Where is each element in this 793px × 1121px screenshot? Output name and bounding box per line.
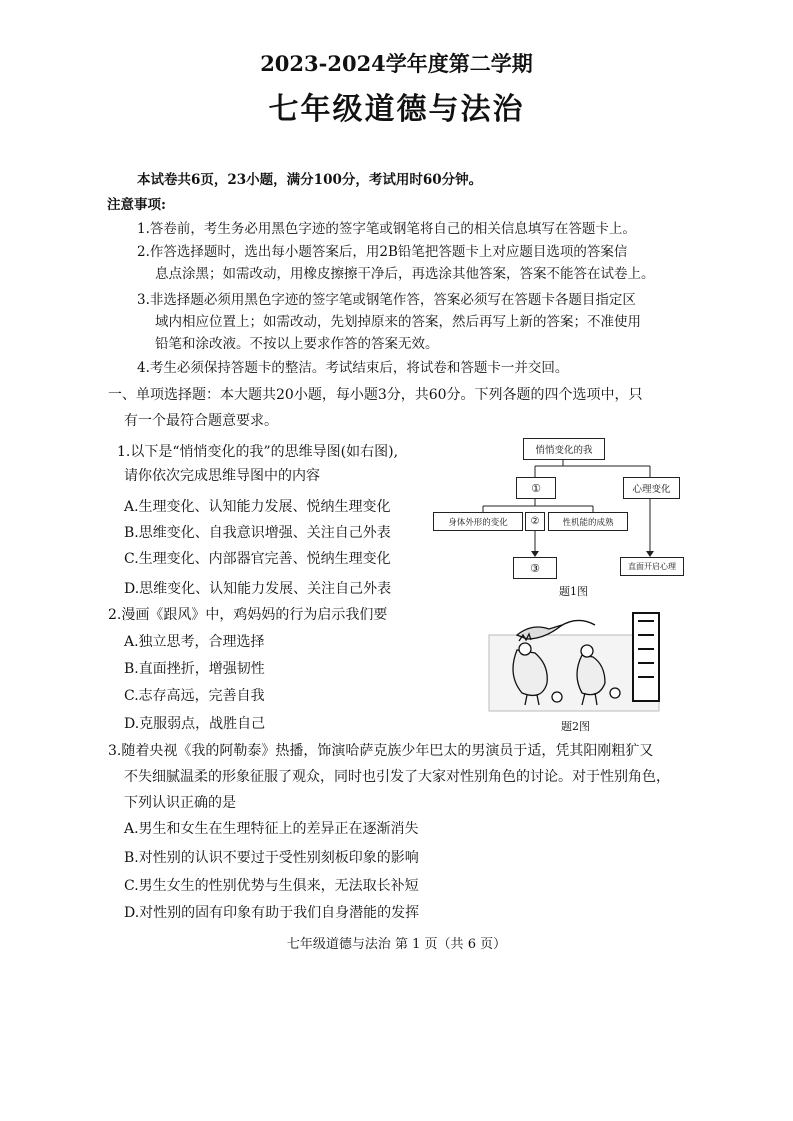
q1-option-c: C.生理变化、内部器官完善、悦纳生理变化: [124, 551, 391, 567]
q1-stem-cont: 请你依次完成思维导图中的内容: [124, 468, 320, 484]
section-heading: 一、单项选择题：本大题共20小题，每小题3分，共60分。下列各题的四个选项中，只: [108, 387, 643, 403]
notes-heading: 注意事项:: [107, 197, 166, 213]
q1-stem: 1.以下是“悄悄变化的我”的思维导图(如右图),: [117, 444, 399, 460]
q2-option-a: A.独立思考，合理选择: [124, 634, 265, 650]
notes-line: 息点涂黑；如需改动，用橡皮擦擦干净后，再选涂其他答案，答案不能答在试卷上。: [155, 266, 655, 282]
q3-stem: 3.随着央视《我的阿勒泰》热播，饰演哈萨克族少年巴太的男演员于适，凭其阳刚粗犷又: [108, 743, 654, 759]
mind-map-blank-1: ①: [516, 477, 556, 499]
cartoon-figure: [487, 605, 662, 715]
q1-option-d: D.思维变化、认知能力发展、关注自己外表: [124, 581, 392, 597]
notes-line: 1.答卷前，考生务必用黑色字迹的签字笔或钢笔将自己的相关信息填写在答题卡上。: [137, 221, 636, 237]
q3-option-c: C.男生女生的性别优势与生俱来，无法取长补短: [124, 878, 419, 894]
mind-map-root: 悄悄变化的我: [523, 438, 605, 460]
exam-intro: 本试卷共6页，23小题，满分100分，考试用时60分钟。: [137, 172, 483, 188]
notes-line: 2.作答选择题时，选出每小题答案后，用2B铅笔把答题卡上对应题目选项的答案信: [137, 244, 628, 260]
q3-option-b: B.对性别的认识不要过于受性别刻板印象的影响: [124, 850, 419, 866]
mind-map-blank-3: ③: [513, 557, 557, 579]
mind-map-sex-maturity: 性机能的成熟: [548, 512, 628, 531]
figure-2-caption: 题2图: [561, 720, 590, 733]
q2-option-d: D.克服弱点，战胜自己: [124, 716, 266, 732]
mind-map-blank-2: ②: [525, 512, 545, 531]
mind-map-body-shape: 身体外形的变化: [433, 512, 523, 531]
q3-stem-cont: 不失细腻温柔的形象征服了观众，同时也引发了大家对性别角色的讨论。对于性别角色，: [124, 769, 670, 785]
notes-line: 铅笔和涂改液。不按以上要求作答的答案无效。: [155, 336, 439, 352]
page-footer: 七年级道德与法治 第 1 页（共 6 页）: [286, 937, 507, 952]
figure-1-caption: 题1图: [559, 585, 588, 598]
q2-option-c: C.志存高远，完善自我: [124, 688, 265, 704]
notes-line: 4.考生必须保持答题卡的整洁。考试结束后，将试卷和答题卡一并交回。: [137, 360, 569, 376]
exam-term: 2023-2024学年度第二学期: [260, 51, 533, 76]
q3-option-d: D.对性别的固有印象有助于我们自身潜能的发挥: [124, 905, 420, 921]
q2-stem: 2.漫画《跟风》中，鸡妈妈的行为启示我们要: [108, 607, 388, 623]
cartoon-illustration: [487, 605, 662, 715]
q3-option-a: A.男生和女生在生理特征上的差异正在逐渐消失: [124, 821, 419, 837]
mind-map-figure: [428, 432, 693, 602]
mind-map-psych: 心理变化: [623, 477, 680, 499]
q1-option-a: A.生理变化、认知能力发展、悦纳生理变化: [124, 499, 391, 515]
notes-line: 域内相应位置上；如需改动，先划掉原来的答案，然后再写上新的答案；不准使用: [155, 314, 641, 330]
exam-subject-title: 七年级道德与法治: [268, 92, 525, 127]
q2-option-b: B.直面挫折，增强韧性: [124, 661, 265, 677]
q1-option-b: B.思维变化、自我意识增强、关注自己外表: [124, 525, 391, 541]
notes-line: 3.非选择题必须用黑色字迹的签字笔或钢笔作答，答案必须写在答题卡各题目指定区: [137, 292, 636, 308]
mind-map-psych-face: 直面开启心理: [620, 557, 684, 576]
q3-stem-cont-2: 下列认识正确的是: [124, 795, 236, 811]
section-heading-cont: 有一个最符合题意要求。: [124, 413, 278, 429]
